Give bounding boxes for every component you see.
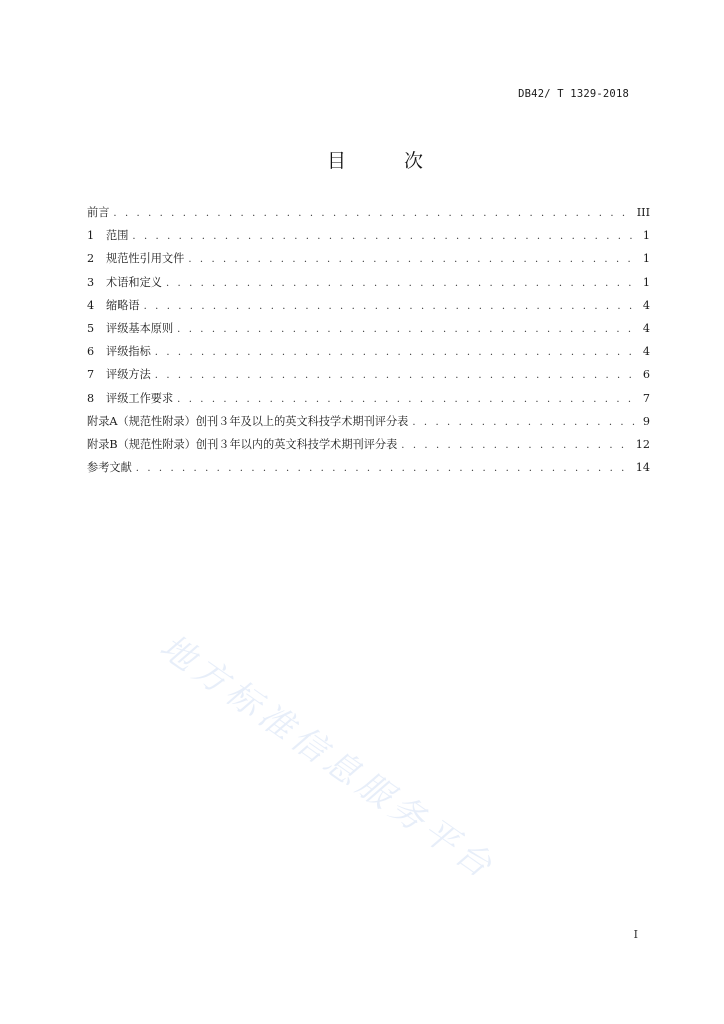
toc-entry-page: 4: [642, 298, 650, 312]
toc-entry-scope[interactable]: [87, 229, 650, 252]
toc-leader-dots: [401, 439, 629, 453]
toc-entry-label: 附录B（规范性附录）创刊３年以内的英文科技学术期刊评分表: [87, 437, 398, 451]
toc-entry-page: 4: [642, 345, 650, 359]
toc-entry-label: 评级方法: [106, 368, 151, 382]
toc-entry-label: 评级基本原则: [106, 321, 174, 335]
toc-entry-page: 1: [642, 252, 650, 266]
toc-entry-label: 评级工作要求: [106, 391, 174, 405]
toc-entry-label: 术语和定义: [106, 275, 162, 289]
toc-leader-dots: [113, 207, 630, 221]
toc-entry-rating-methods[interactable]: [87, 368, 650, 391]
toc-entry-page: 9: [642, 414, 650, 428]
toc-entry-appendix-b[interactable]: [87, 438, 650, 461]
toc-entry-terms-definitions[interactable]: [87, 276, 650, 299]
toc-leader-dots: [155, 346, 636, 360]
toc-leader-dots: [132, 230, 636, 244]
toc-entry-label: 规范性引用文件: [106, 252, 185, 266]
toc-entry-foreword[interactable]: [87, 206, 650, 229]
toc-leader-dots: [136, 462, 630, 476]
toc-entry-label: 前言: [87, 206, 110, 219]
toc-entry-number: 4: [87, 298, 95, 312]
toc-leader-dots: [412, 416, 636, 430]
toc-entry-page: 14: [635, 461, 650, 475]
toc-entry-appendix-a[interactable]: [87, 415, 650, 438]
toc-entry-page: 1: [642, 275, 650, 289]
toc-entry-number: 1: [87, 229, 95, 243]
toc-entry-normative-references[interactable]: [87, 252, 650, 275]
toc-entry-rating-indicators[interactable]: [87, 345, 650, 368]
toc-entry-number: 2: [87, 252, 95, 266]
toc-entry-label: 范围: [106, 229, 129, 243]
toc-entry-label: 参考文献: [87, 461, 132, 475]
toc-entry-label: 缩略语: [106, 298, 140, 312]
toc-entry-number: 5: [87, 321, 95, 335]
table-of-contents: [87, 206, 650, 484]
page-title: 目 次: [326, 150, 450, 172]
document-code: DB42/ T 1329-2018: [518, 88, 629, 100]
toc-leader-dots: [144, 300, 636, 314]
toc-entry-page: 4: [642, 321, 650, 335]
toc-entry-number: 8: [87, 391, 95, 405]
watermark: 地方标准信息服务平台: [152, 626, 504, 889]
toc-entry-number: 7: [87, 368, 95, 382]
page-number: I: [633, 928, 638, 941]
toc-entry-page: III: [636, 206, 650, 219]
toc-entry-page: 6: [642, 368, 650, 382]
toc-leader-dots: [177, 323, 636, 337]
toc-entry-page: 12: [635, 437, 650, 451]
toc-entry-label: 附录A（规范性附录）创刊３年及以上的英文科技学术期刊评分表: [87, 414, 409, 428]
toc-entry-page: 7: [642, 391, 650, 405]
toc-entry-abbreviations[interactable]: [87, 299, 650, 322]
toc-leader-dots: [166, 277, 636, 291]
toc-entry-basic-principles[interactable]: [87, 322, 650, 345]
toc-leader-dots: [188, 253, 636, 267]
toc-entry-page: 1: [642, 229, 650, 243]
toc-entry-work-requirements[interactable]: [87, 392, 650, 415]
toc-entry-bibliography[interactable]: [87, 461, 650, 484]
toc-leader-dots: [177, 393, 636, 407]
toc-entry-label: 评级指标: [106, 345, 151, 359]
toc-entry-number: 6: [87, 345, 95, 359]
toc-entry-number: 3: [87, 275, 95, 289]
toc-leader-dots: [155, 369, 636, 383]
